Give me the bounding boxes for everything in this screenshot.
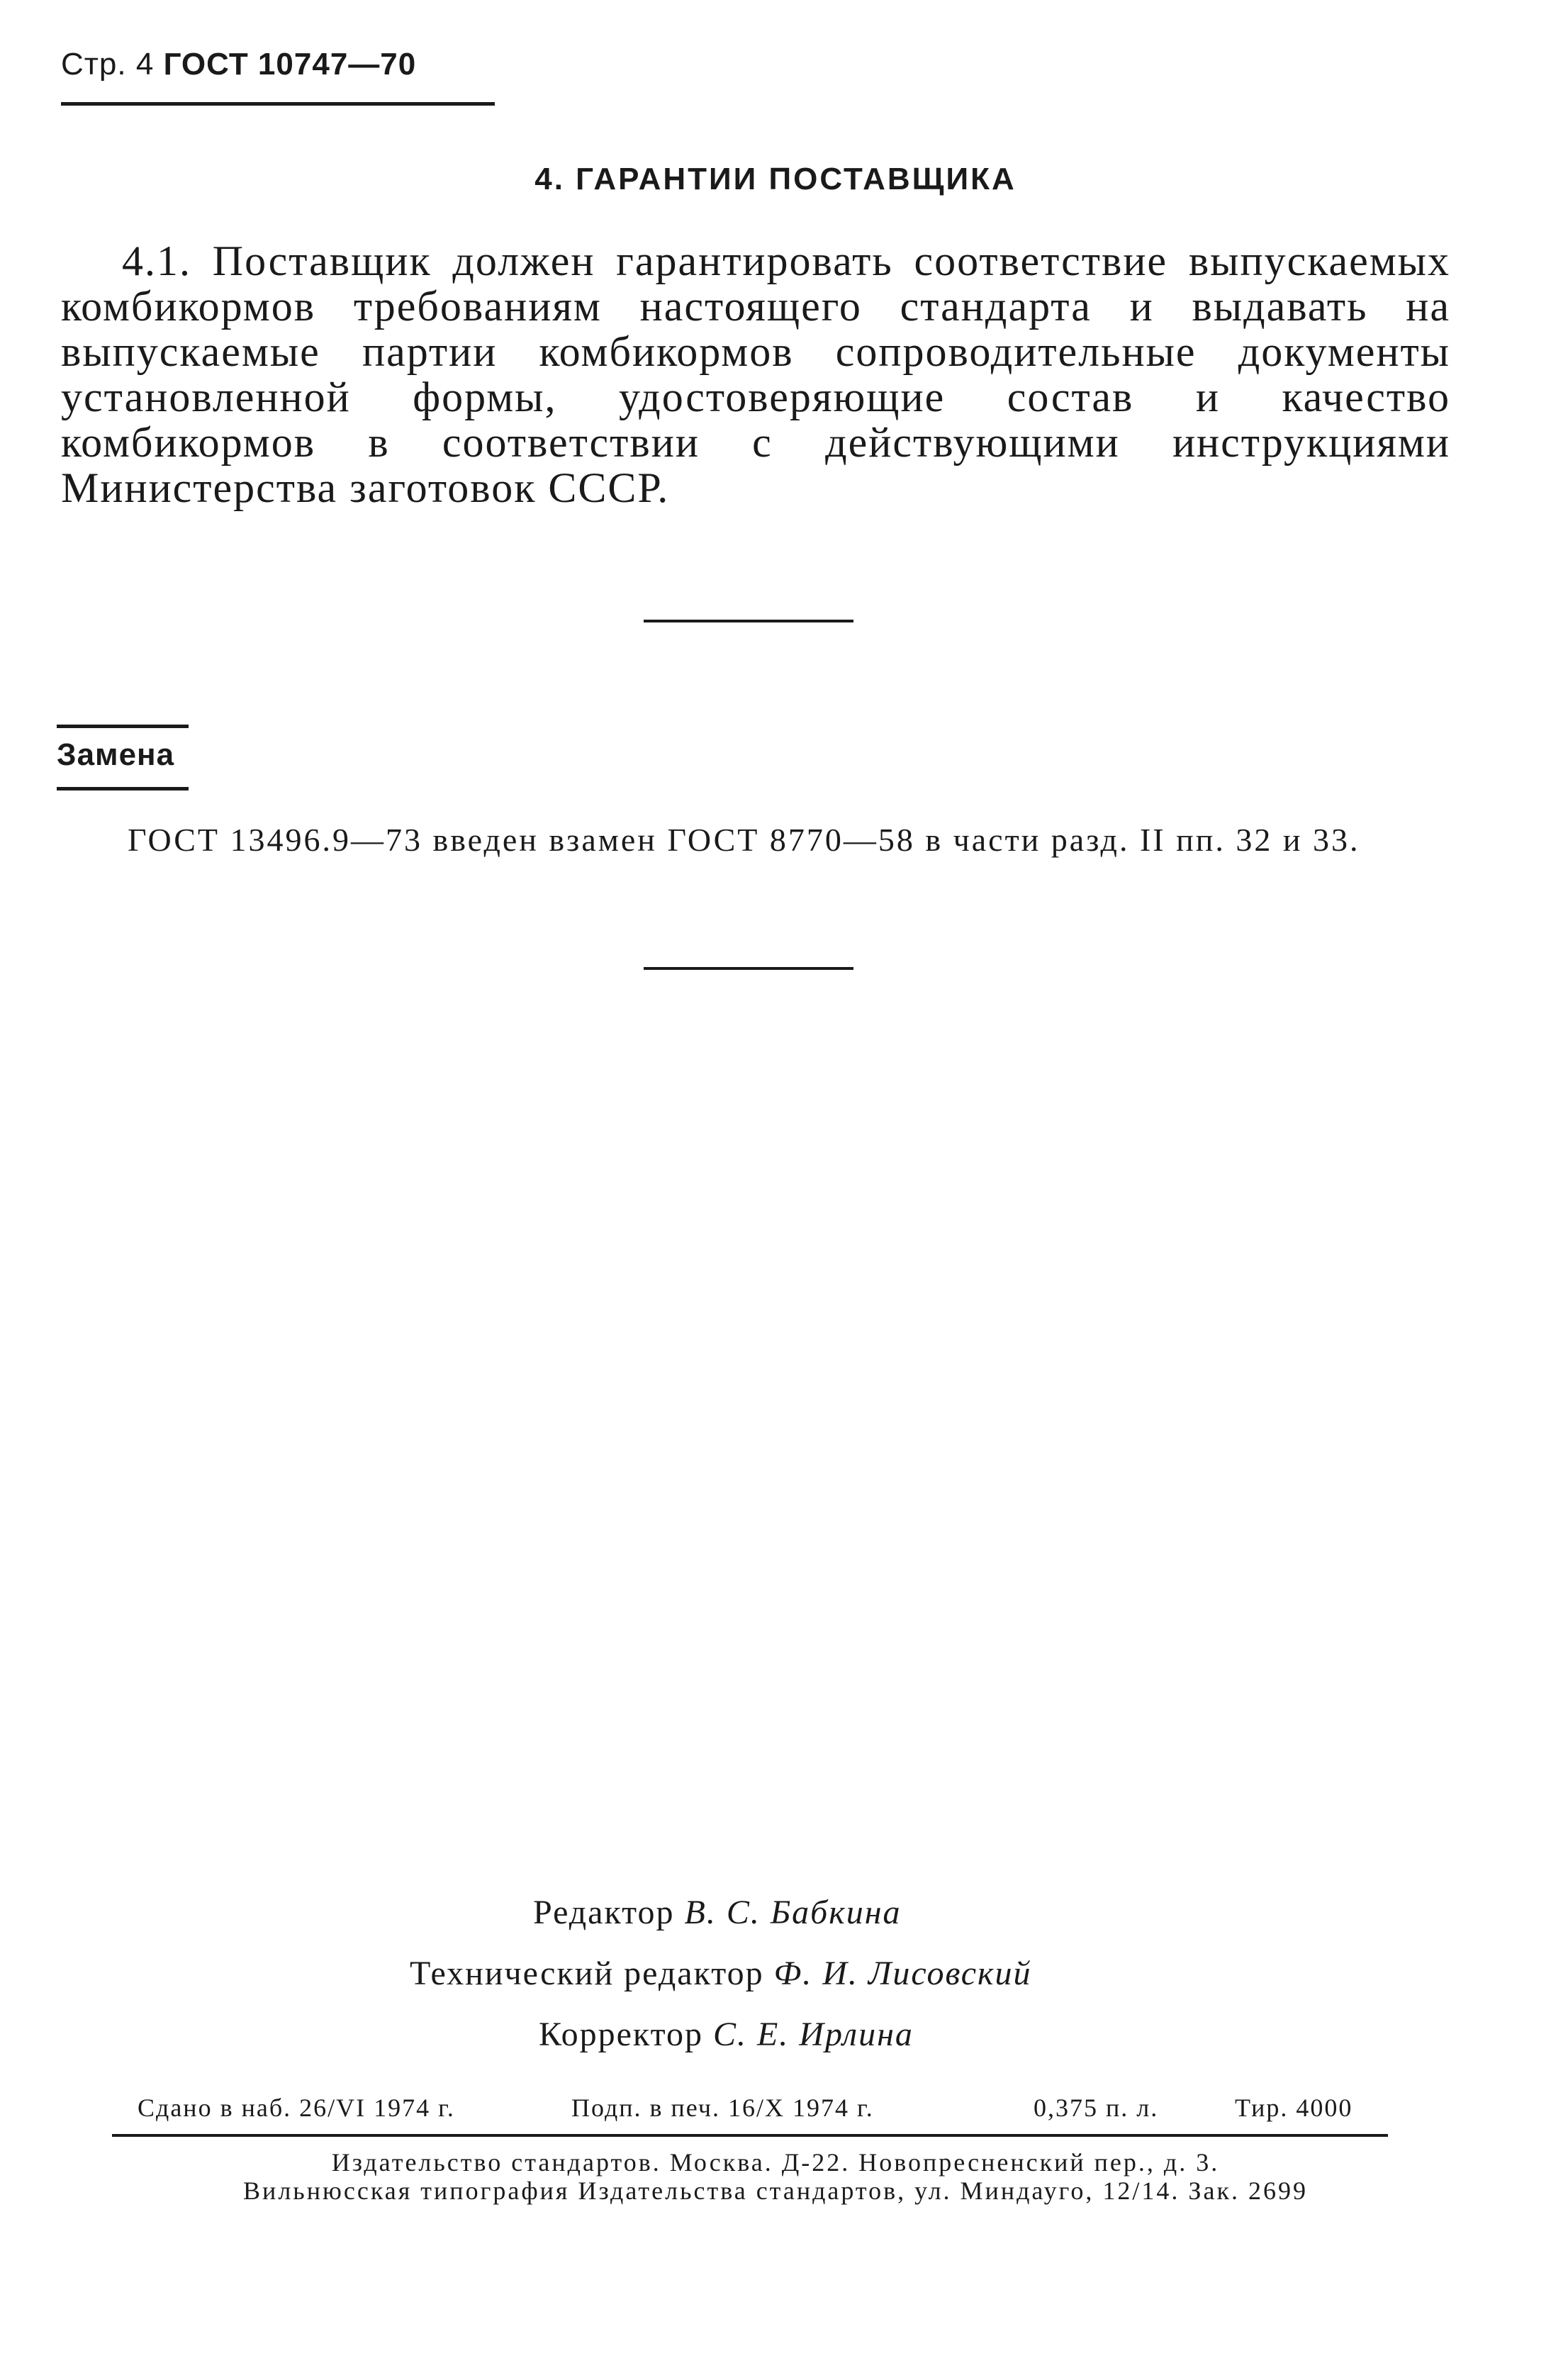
imprint-signed: Подп. в печ. 16/X 1974 г.: [571, 2094, 874, 2122]
standard-code: ГОСТ 10747—70: [163, 47, 417, 82]
credit-tech-editor: [410, 1954, 1031, 1993]
publisher-block: [0, 2148, 1551, 2205]
proofreader-name: С. Е. Ирлина: [712, 2016, 914, 2053]
credit-proofreader: [539, 2015, 914, 2054]
replacement-rule-bottom: [57, 787, 189, 790]
section-heading: 4. ГАРАНТИИ ПОСТАВЩИКА: [534, 162, 1017, 196]
replacement-label: Замена: [57, 737, 175, 772]
footer-rule: [112, 2134, 1388, 2137]
imprint-sheets: 0,375 п. л.: [1034, 2094, 1159, 2122]
imprint-circulation: Тир. 4000: [1235, 2094, 1353, 2122]
tech-editor-role: Технический редактор: [410, 1955, 764, 1992]
editor-role: Редактор: [533, 1894, 675, 1931]
section-divider: [644, 620, 853, 622]
replacement-rule-top: [57, 725, 189, 728]
proofreader-role: Корректор: [539, 2016, 703, 2053]
header-rule: [61, 102, 495, 106]
replacement-divider: [644, 967, 853, 970]
clause-4-1: 4.1. Поставщик должен гарантировать соответствие выпускаемых комбикормов требованиям настоящего стандарта и выдавать на выпускаемые партии комбикормов сопроводительные документы установленной формы, удостоверяющие состав и качество комбикормов в соответствии с действующими инструкциями Министерства заготовок СССР.: [61, 238, 1450, 511]
publisher-line-1: Издательство стандартов. Москва. Д-22. Новопресненский пер., д. 3.: [331, 2148, 1220, 2177]
imprint-submitted: Сдано в наб. 26/VI 1974 г.: [138, 2094, 455, 2122]
publisher-line-2: Вильнюсская типография Издательства стандартов, ул. Миндауго, 12/14. Зак. 2699: [243, 2177, 1308, 2205]
editor-name: В. С. Бабкина: [684, 1894, 902, 1931]
page-number: Стр. 4: [61, 47, 155, 82]
page-header: [61, 47, 416, 82]
tech-editor-name: Ф. И. Лисовский: [773, 1955, 1032, 1992]
replacement-text: ГОСТ 13496.9—73 введен взамен ГОСТ 8770—58 в части разд. II пп. 32 и 33.: [128, 822, 1360, 858]
credit-editor: [533, 1893, 902, 1932]
